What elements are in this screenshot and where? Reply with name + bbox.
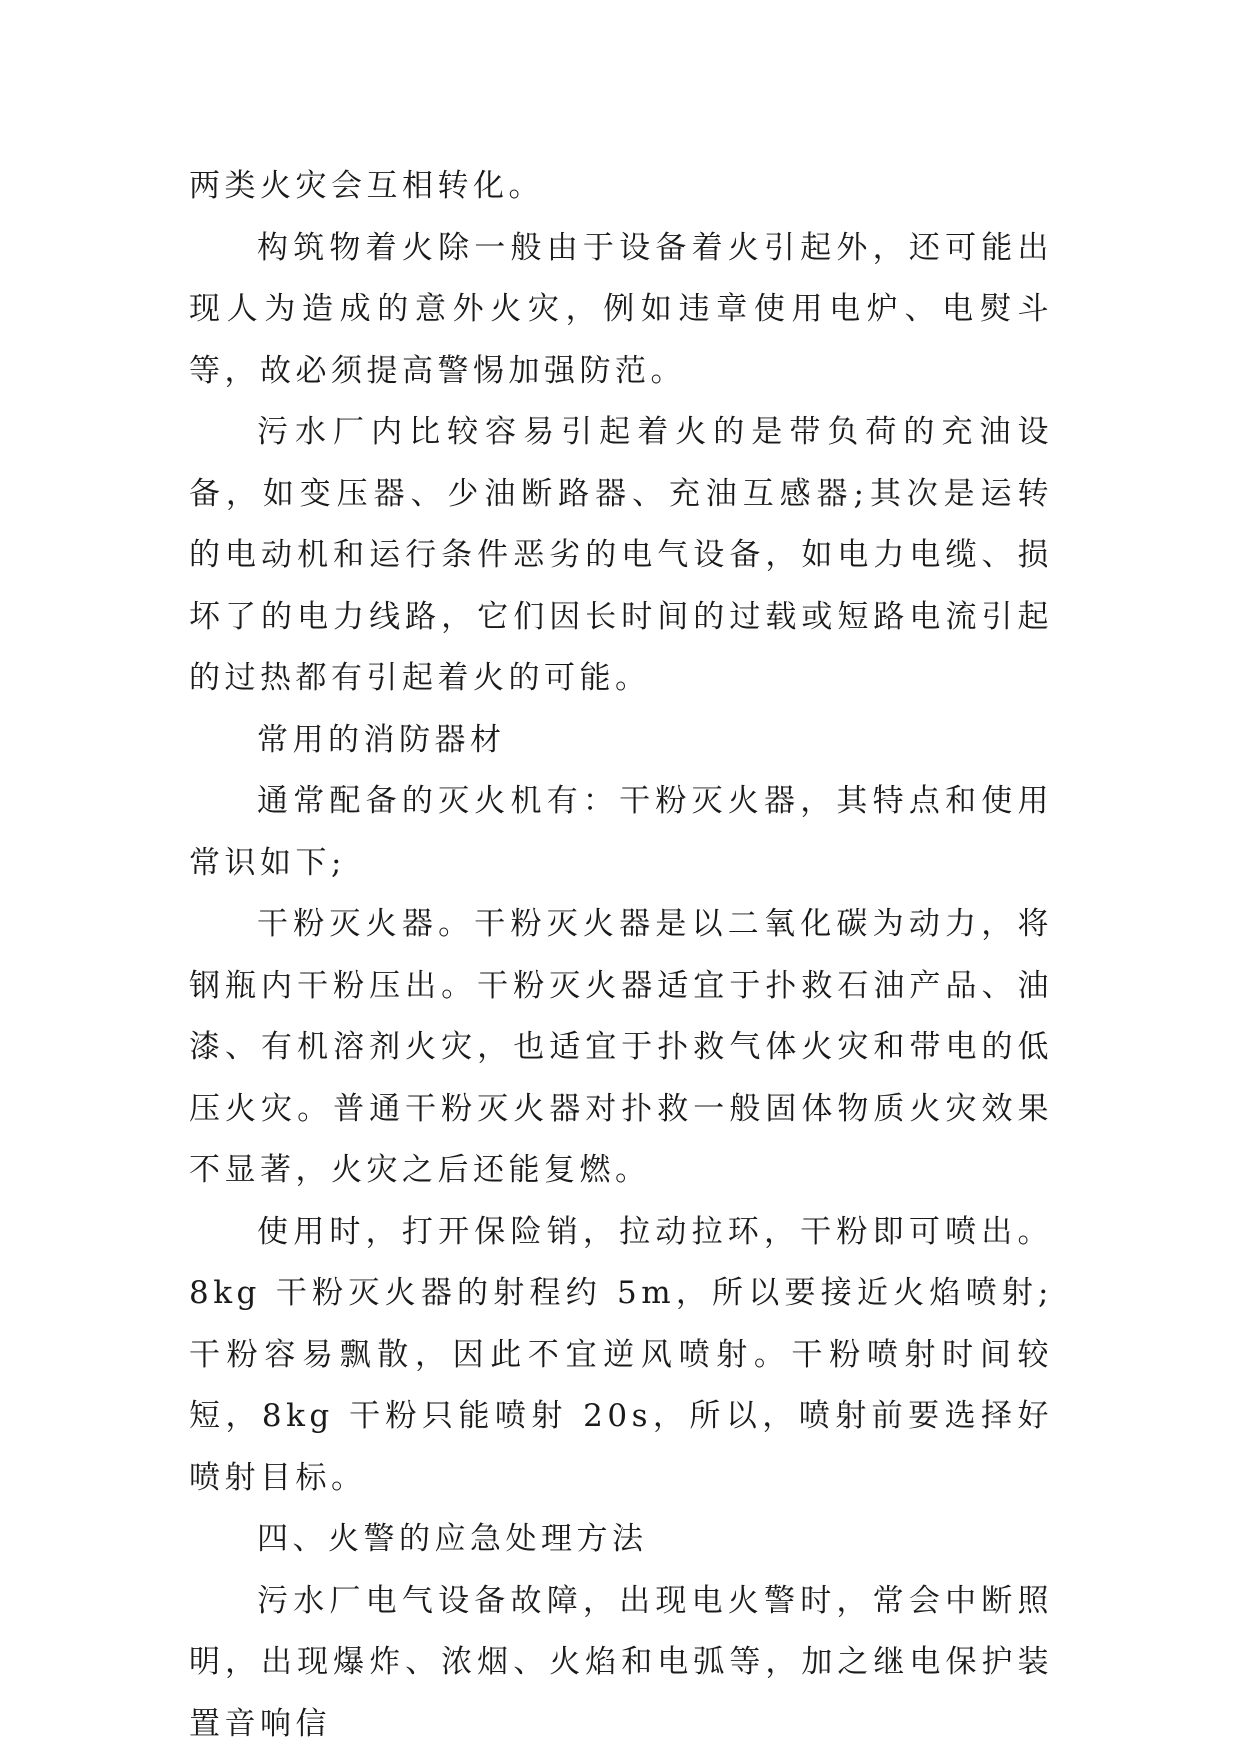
section-heading: 常用的消防器材 [189,710,1053,772]
paragraph: 污水厂电气设备故障，出现电火警时，常会中断照明，出现爆炸、浓烟、火焰和电弧等，加之继电保护装置音响信 [189,1571,1053,1755]
paragraph: 通常配备的灭火机有：干粉灭火器，其特点和使用常识如下; [189,771,1053,894]
paragraph: 干粉灭火器。干粉灭火器是以二氧化碳为动力，将钢瓶内干粉压出。干粉灭火器适宜于扑救石油产品、油漆、有机溶剂火灾，也适宜于扑救气体火灾和带电的低压火灾。普通干粉灭火器对扑救一般固体物质火灾效果不显著，火灾之后还能复燃。 [189,894,1053,1202]
paragraph: 构筑物着火除一般由于设备着火引起外，还可能出现人为造成的意外火灾，例如违章使用电炉、电熨斗等，故必须提高警惕加强防范。 [189,218,1053,403]
paragraph: 污水厂内比较容易引起着火的是带负荷的充油设备，如变压器、少油断路器、充油互感器;其次是运转的电动机和运行条件恶劣的电气设备，如电力电缆、损坏了的电力线路，它们因长时间的过载或短路电流引起的过热都有引起着火的可能。 [189,402,1053,710]
body-text [189,156,1053,1755]
paragraph: 两类火灾会互相转化。 [189,156,1053,218]
section-heading: 四、火警的应急处理方法 [189,1509,1053,1571]
paragraph: 使用时，打开保险销，拉动拉环，干粉即可喷出。8kg 干粉灭火器的射程约 5m，所以要接近火焰喷射;干粉容易飘散，因此不宜逆风喷射。干粉喷射时间较短，8kg 干粉只能喷射 20s，所以，喷射前要选择好喷射目标。 [189,1202,1053,1510]
